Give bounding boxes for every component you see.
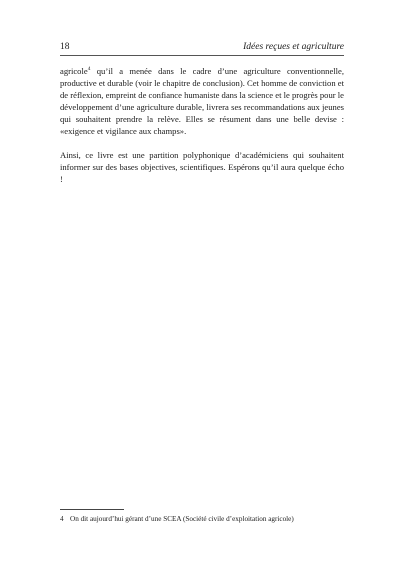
paragraph-2: Ainsi, ce livre est une partition polyphonique d’académiciens qui souhaitent informer sur des bases objectives, scientifiques. Espérons qu’il aura quelque écho ! bbox=[60, 150, 344, 184]
header-rule bbox=[60, 55, 344, 56]
footnote-rule bbox=[60, 509, 124, 510]
running-title: Idées reçues et agriculture bbox=[243, 42, 344, 52]
page-header bbox=[60, 40, 344, 54]
body-text bbox=[60, 65, 344, 185]
footnote bbox=[60, 514, 344, 524]
paragraph-1 bbox=[60, 65, 344, 137]
footnote-number: 4 bbox=[60, 515, 64, 523]
footnote-text: On dit aujourd’hui gérant d’une SCEA (Société civile d’exploitation agricole) bbox=[70, 515, 294, 523]
page-number: 18 bbox=[60, 42, 70, 52]
paragraph-1-start: agricole bbox=[60, 66, 88, 76]
paragraph-1-rest: qu’il a menée dans le cadre d’une agriculture conventionnelle, productive et durable (voir le chapitre de conclusion). Cet homme de conviction et de réflexion, empreint de confiance humaniste dans la science et le progrès pour le développement d’une agriculture durable, livrera ses recommandations aux jeunes qui souhaitent prendre la relève. Elles se résument dans une belle devise : «exigence et vigilance aux champs». bbox=[60, 66, 344, 136]
footnote-reference[interactable]: 4 bbox=[87, 66, 91, 73]
